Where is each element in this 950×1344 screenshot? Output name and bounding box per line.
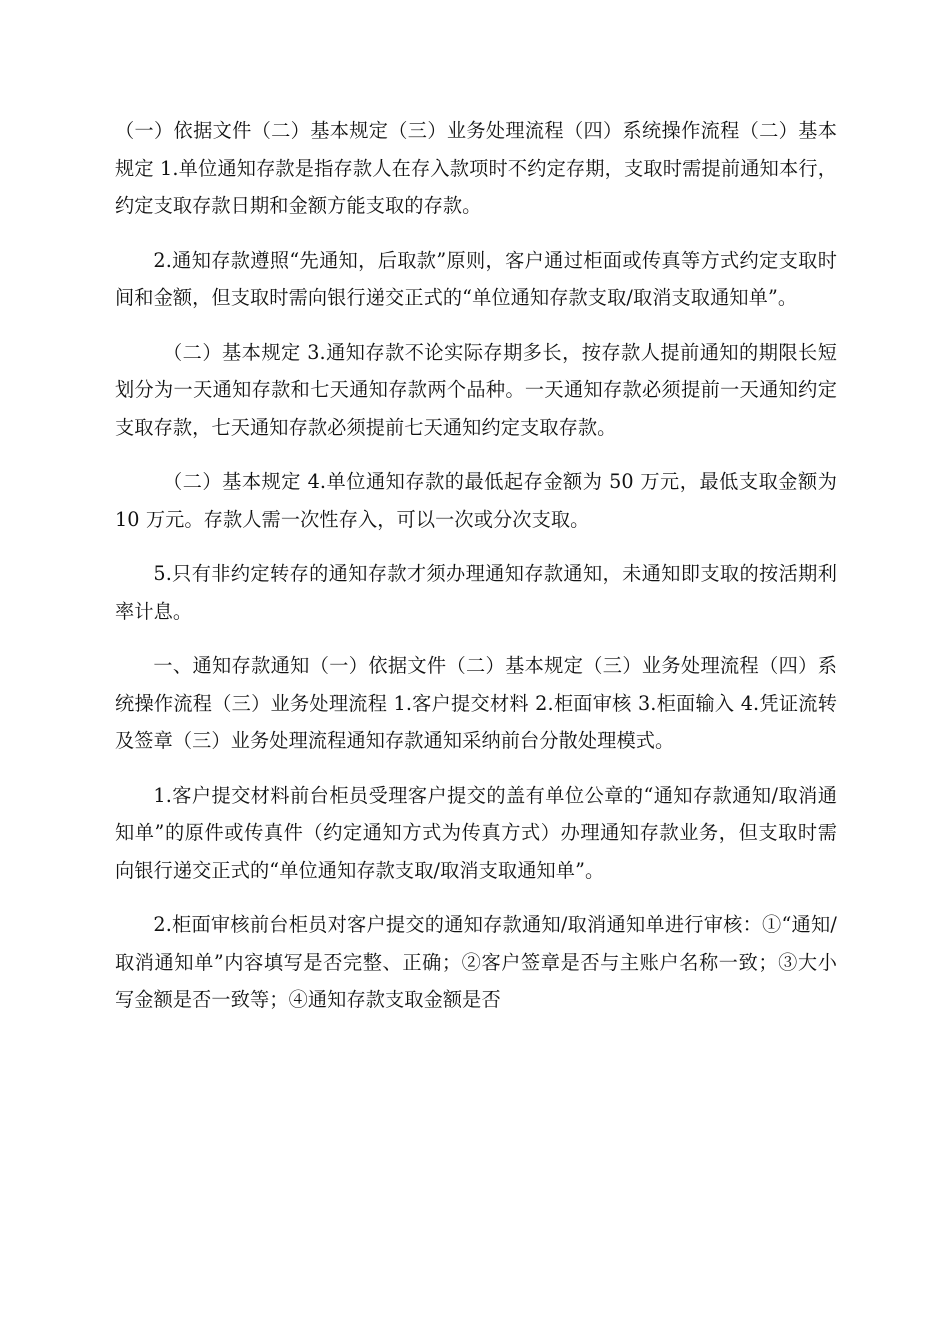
paragraph-submit-materials: 1.客户提交材料前台柜员受理客户提交的盖有单位公章的“通知存款通知/取消通知单”的原件或传真件（约定通知方式为传真方式）办理通知存款业务，但支取时需向银行递交正式的“单位通知存款支取/取消支取通知单”。 [115,783,837,882]
document-page [115,112,837,1036]
paragraph-unnotified-withdrawal: 5.只有非约定转存的通知存款才须办理通知存款通知，未通知即支取的按活期利率计息。 [115,562,837,623]
paragraph-document-index: （一）依据文件（二）基本规定（三）业务处理流程（四）系统操作流程（二）基本规定 1.单位通知存款是指存款人在存入款项时不约定存期，支取时需提前通知本行，约定支取存款日期和金额方能支取的存款。 [115,119,837,217]
paragraph-minimum-amounts: （二）基本规定 4.单位通知存款的最低起存金额为 50 万元，最低支取金额为 10 万元。存款人需一次性存入，可以一次或分次支取。 [115,470,837,531]
paragraph-counter-review: 2.柜面审核前台柜员对客户提交的通知存款通知/取消通知单进行审核：①“通知/取消通知单”内容填写是否完整、正确；②客户签章是否与主账户名称一致；③大小写金额是否一致等；④通知存款支取金额是否 [115,913,837,1011]
paragraph-notice-principle: 2.通知存款遵照“先通知，后取款”原则，客户通过柜面或传真等方式约定支取时间和金额，但支取时需向银行递交正式的“单位通知存款支取/取消支取通知单”。 [115,248,837,309]
paragraph-process-overview: 一、通知存款通知（一）依据文件（二）基本规定（三）业务处理流程（四）系统操作流程（三）业务处理流程 1.客户提交材料 2.柜面审核 3.柜面输入 4.凭证流转及签章（三）业务处理流程通知存款通知采纳前台分散处理模式。 [115,654,837,752]
paragraph-notice-types: （二）基本规定 3.通知存款不论实际存期多长，按存款人提前通知的期限长短划分为一天通知存款和七天通知存款两个品种。一天通知存款必须提前一天通知约定支取存款，七天通知存款必须提前七天通知约定支取存款。 [115,340,837,439]
